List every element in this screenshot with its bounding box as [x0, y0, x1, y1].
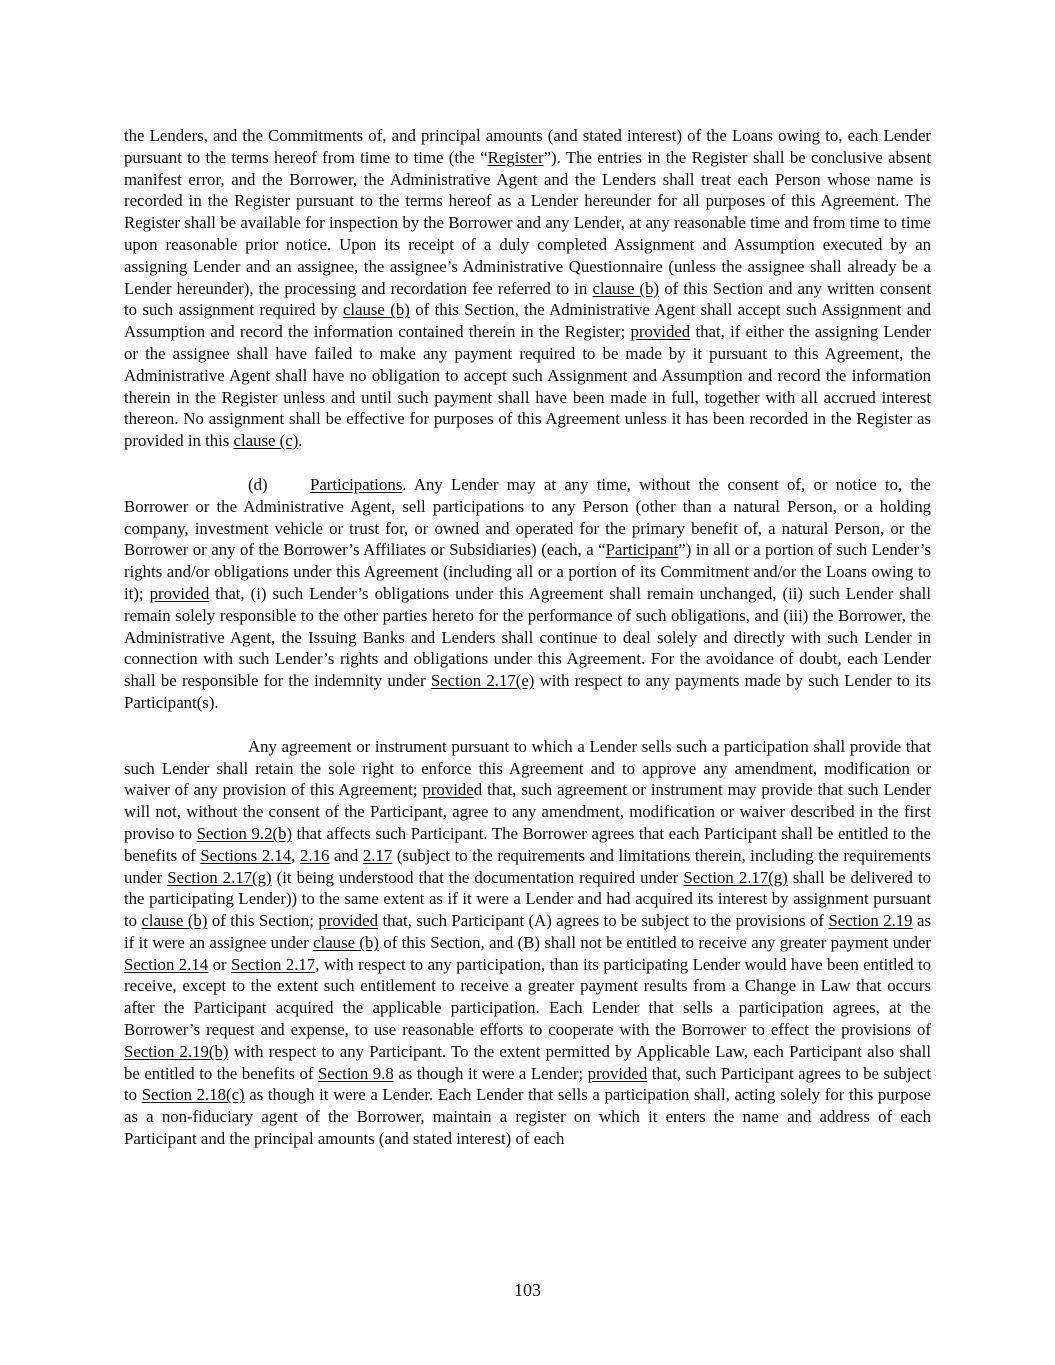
defined-term-register: Register [487, 147, 544, 167]
page-number: 103 [514, 1280, 541, 1300]
underlined-term: provided [318, 911, 379, 931]
underlined-term: provided [587, 1063, 648, 1083]
cross-reference: Section 2.17(g) [683, 867, 788, 887]
text-run: , with respect to any participation, than its participating Lender would have been entitled to receive, except to the extent such entitlement to receive a greater payment results from a Change in Law that occurs after the Participant acquired the applicable participation. Each Lender that sells a participation agrees, at the Borrower’s request and expense, to use reasonable efforts to cooperate with the Borrower to effect the provisions of [124, 954, 932, 1040]
text-run: as if it were an assignee under [124, 911, 931, 952]
text-run: that, (i) such Lender’s obligations under this Agreement shall remain unchanged, (ii) such Lender shall remain solely responsible to the other parties hereto for the performance of such obligations, and (iii) the Borrower, the Administrative Agent, the Issuing Banks and Lenders shall continue to deal solely and directly with such Lender in connection with such Lender’s rights and obligations under this Agreement. For the avoidance of doubt, each Lender shall be responsible for the indemnity under [124, 583, 931, 691]
text-run: of this Section, the Administrative Agent shall accept such Assignment and Assumption and record the information contained therein in the Register; [124, 300, 931, 342]
text-run: that, if either the assigning Lender or the assignee shall have failed to make any payment required to be made by it pursuant to this Agreement, the Administrative Agent shall have no obligation to accept such Assignment and Assumption and record the information therein in the Register unless and until such payment shall have been made in full, together with all accrued interest thereon. No assignment shall be effective for purposes of this Agreement unless it has been recorded in the Register as provided in this [124, 322, 931, 451]
text-run: . Any Lender may at any time, without the consent of, or notice to, the Borrower or the Administrative Agent, sell participations to any Person (other than a natural Person, or a holding company, investment vehicle or trust for, or owned and operated for the primary benefit of, a natural Person, or the Borrower or any of the Borrower’s Affiliates or Subsidiaries) (each, a “ [124, 474, 931, 560]
paragraph-register [124, 125, 931, 452]
text-run: and [329, 845, 363, 865]
cross-reference: Section 2.17(g) [167, 867, 272, 887]
cross-reference: clause (b) [592, 278, 660, 298]
cross-reference: Section 2.17(e) [430, 671, 535, 691]
text-run: ”) in all or a portion of such Lender’s rights and/or obligations under this Agreement (including all or a portion of its Commitment and/or the Loans owing to it); [124, 540, 931, 603]
underlined-term: provide [422, 780, 474, 800]
text-run: of this Section; [207, 911, 319, 931]
text-run: ”). The entries in the Register shall be conclusive absent manifest error, and the Borrower, the Administrative Agent and the Lenders shall treat each Person whose name is recorded in the Register pursuant to the terms hereof as a Lender hereunder for all purposes of this Agreement. The Register shall be available for inspection by the Borrower and any Lender, at any reasonable time and from time to time upon reasonable prior notice. Upon its receipt of a duly completed Assignment and Assumption executed by an assigning Lender and an assignee, the assignee’s Administrative Questionnaire (unless the assignee shall already be a Lender hereunder), the processing and recordation fee referred to in [124, 147, 931, 298]
underlined-term: provided [630, 322, 691, 342]
text-run: with respect to any Participant. To the extent permitted by Applicable Law, each Participant also shall be entitled to the benefits of [124, 1041, 932, 1083]
cross-reference: Section 9.8 [317, 1063, 394, 1083]
text-run: the Lenders, and the Commitments of, and principal amounts (and stated interest) of the Loans owing to, each Lender pursuant to the terms hereof from time to time (the “ [124, 126, 931, 167]
text-run: with respect to any payments made by such Lender to its Participant(s). [124, 671, 931, 712]
text-run: of this Section and any written consent to such assignment required by [124, 278, 931, 320]
text-run: shall be delivered to the participating Lender)) to the same extent as if it were a Lender and had acquired its interest by assignment pursuant to [124, 867, 931, 931]
paragraph-participations [124, 474, 931, 714]
cross-reference: Section 9.2(b) [196, 823, 293, 843]
text-run: that, such Participant agrees to be subject to [124, 1063, 931, 1105]
cross-reference: Section 2.14 [124, 954, 209, 974]
text-run: d that, such agreement or instrument may provide that such Lender will not, without the consent of the Participant, agree to any amendment, modification or waiver described in the first proviso to [124, 780, 931, 843]
text-run: (it being understood that the documentation required under [271, 867, 684, 887]
text-run: Any agreement or instrument pursuant to which a Lender sells such a participation shall provide that such Lender shall retain the sole right to enforce this Agreement and to approve any amendment, modification or waiver of any provision of this Agreement; [124, 736, 931, 800]
text-run: that affects such Participant. The Borrower agrees that each Participant shall be entitled to the benefits of [124, 823, 931, 865]
text-run: . [298, 431, 303, 451]
cross-reference: clause (b) [141, 911, 208, 931]
cross-reference: 2.16 [300, 845, 330, 865]
text-run: (subject to the requirements and limitations therein, including the requirements under [124, 845, 932, 887]
defined-term-participant: Participant [605, 540, 679, 560]
cross-reference: Section 2.19 [828, 911, 913, 931]
text-run: as though it were a Lender. Each Lender that sells a participation shall, acting solely for this purpose as a non-fiduciary agent of the Borrower, maintain a register on which it enters the name and address of each Participant and the principal amounts (and stated interest) of each [124, 1085, 931, 1149]
text-run: or [208, 954, 232, 974]
cross-reference: Section 2.18(c) [141, 1085, 245, 1105]
paragraph-participation-agreement [124, 736, 931, 1150]
cross-reference: clause (b) [342, 300, 410, 320]
text-run: as though it were a Lender; [393, 1063, 588, 1083]
cross-reference: Sections 2.14 [200, 845, 292, 865]
cross-reference: Section 2.19(b) [124, 1041, 229, 1061]
text-run: that, such Participant (A) agrees to be subject to the provisions of [378, 911, 829, 931]
section-heading: Participations [310, 474, 403, 494]
cross-reference: clause (c) [233, 431, 299, 451]
cross-reference: clause (b) [313, 932, 379, 952]
clause-label: (d) [248, 474, 268, 494]
cross-reference: 2.17 [362, 845, 393, 865]
document-body [124, 125, 931, 1172]
cross-reference: Section 2.17 [231, 954, 316, 974]
text-run: of this Section, and (B) shall not be entitled to receive any greater payment under [378, 932, 932, 952]
text-run: , [291, 845, 301, 865]
underlined-term: provided [149, 583, 210, 603]
